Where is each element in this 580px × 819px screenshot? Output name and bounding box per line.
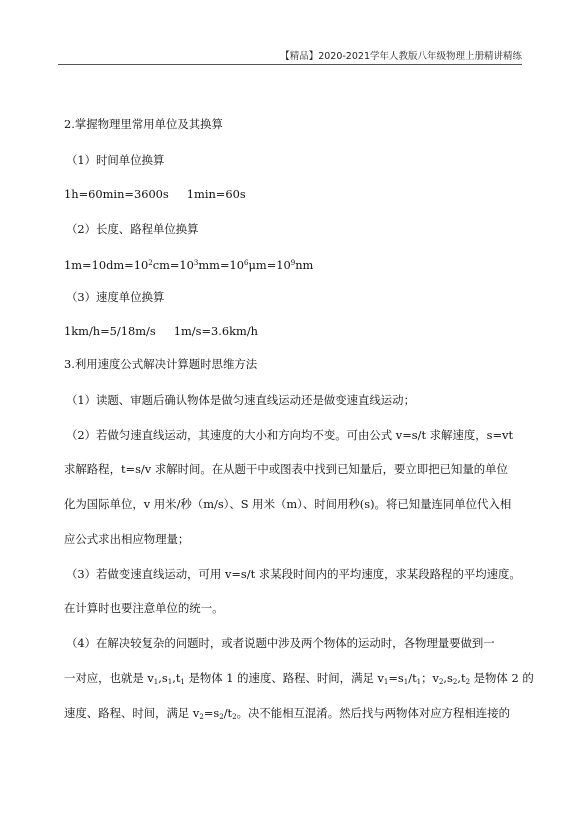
subscript: 2 [438,678,444,686]
text: ,t [172,671,181,685]
subscript: 1 [403,678,409,686]
paragraph-4-line-3 [64,705,520,725]
subscript: 2 [232,713,237,721]
subscript: 1 [383,678,389,686]
paragraph-3-line-1: （3）若做变速直线运动，可用 v=s/t 求某段时间内的平均速度，求某段路程的平均速度。 [66,567,521,581]
speed-formula-1: 1km/h=5/18m/s [64,324,156,338]
subscript: 2 [465,678,471,686]
subscript: 1 [167,678,173,686]
exponent: 9 [290,259,296,267]
speed-formula-2: 1m/s=3.6km/h [173,324,259,338]
time-formula-2: 1min=60s [186,187,246,201]
text: ；v [421,671,439,685]
text: 是物体 1 的速度、路程、时间，满足 v [184,671,384,685]
exponent: 3 [193,259,199,267]
paragraph-3-line-2: 在计算时也要注意单位的统一。 [64,601,224,615]
time-conversion-formula [64,186,520,202]
text: ,s [158,671,168,685]
text: /t [408,671,417,685]
text: =s [388,671,404,685]
section-2-heading: 2.掌握物理里常用单位及其换算 [64,117,223,131]
formula-text: cm=10 [152,258,194,272]
paragraph-2-line-4: 应公式求出相应物理量； [64,532,190,546]
speed-conversion-label: （3）速度单位换算 [66,290,165,304]
time-formula-1: 1h=60min=3600s [64,187,169,201]
subscript: 2 [219,713,224,721]
paragraph-2-line-3: 化为国际单位，v 用米/秒（m/s）、S 用米（m）、时间用秒(s)。将已知量连同单位代入相 [64,497,512,511]
paragraph-4-line-1: （4）在解决较复杂的问题时，或者说题中涉及两个物体的运动时，各物理量要做到一 [66,636,495,650]
speed-conversion-formula [64,323,520,339]
length-conversion-formula [64,255,520,273]
length-conversion-label: （2）长度、路程单位换算 [66,222,199,236]
paragraph-1: （1）读题、审题后确认物体是做匀速直线运动还是做变速直线运动； [66,393,415,407]
text: ,s [443,671,453,685]
page-header: 【精品】2020-2021学年人教版八年级物理上册精讲精练 [280,51,522,62]
text: /t [223,706,233,720]
paragraph-2-line-1: （2）若做匀速直线运动，其速度的大小和方向均不变。可由公式 v=s/t 求解速度，s=vt [66,428,514,442]
text: 速度、路程、时间，满足 v [64,706,200,720]
formula-text: 1m=10dm=10 [64,258,149,272]
text: =s [203,706,220,720]
formula-text: nm [295,258,314,272]
paragraph-4-line-2 [64,670,534,690]
formula-text: μm=10 [248,258,291,272]
formula-text: mm=10 [198,258,245,272]
exponent: 2 [148,259,153,267]
section-3-heading: 3.利用速度公式解决计算题时思维方法 [64,357,258,371]
subscript: 2 [199,713,204,721]
time-conversion-label: （1）时间单位换算 [66,153,165,167]
subscript: 2 [452,678,458,686]
text: 一对应，也就是 v [64,671,154,685]
text: 是物体 2 的 [470,671,534,685]
subscript: 1 [416,678,422,686]
subscript: 1 [180,678,185,686]
exponent: 6 [244,259,249,267]
subscript: 1 [153,678,159,686]
header-divider [58,64,522,65]
text: 。决不能相互混淆。然后找与两物体对应方程相连接的 [236,706,510,720]
paragraph-2-line-2: 求解路程，t=s/v 求解时间。在从题干中或图表中找到已知量后，要立即把已知量的单位 [64,462,508,476]
text: ,t [457,671,466,685]
